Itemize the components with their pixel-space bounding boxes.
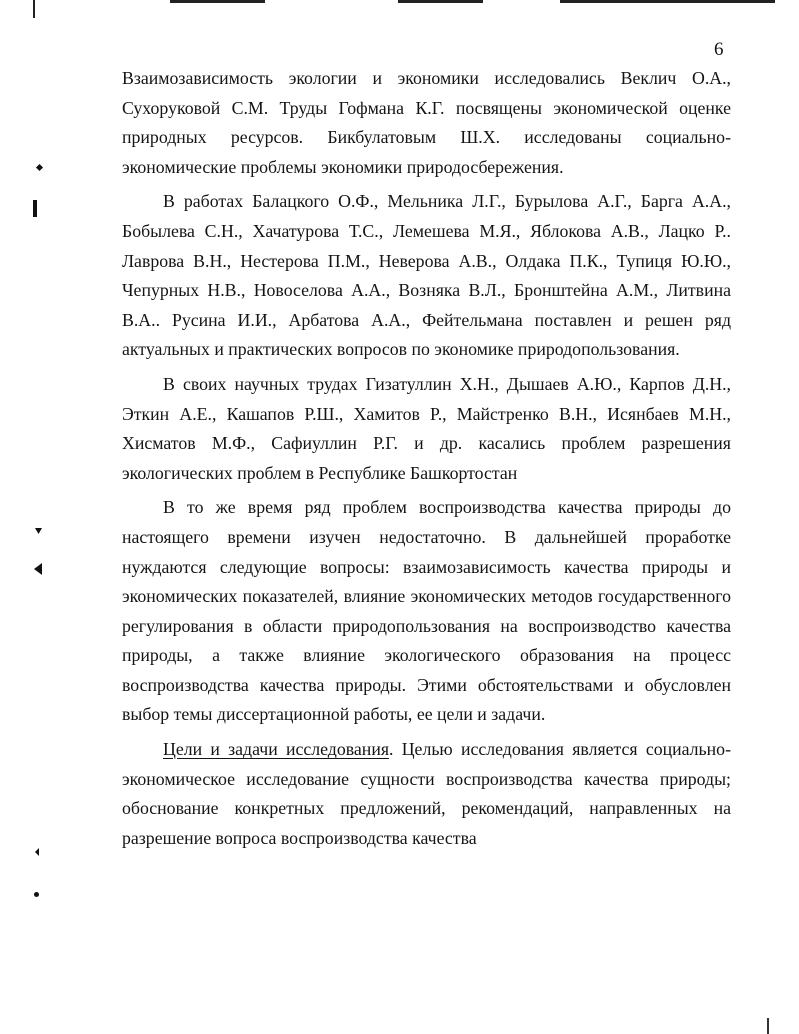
section-heading: Цели и задачи исследования	[163, 739, 390, 760]
paragraph: Взаимозависимость экологии и экономики исследовались Веклич О.А., Сухоруковой С.М. Труды Гофмана К.Г. посвящены экономической оценке природных ресурсов. Бикбулатовым Ш.Х. исследованы социально-экономические проблемы экономики природосбережения.	[122, 68, 731, 177]
paragraph-text: . Целью исследования является социально-экономическое исследование сущности воспроизводства качества природы; обоснование конкретных предложений, рекомендаций, направленных на разрешение вопроса воспроизводства качества	[122, 739, 731, 848]
scan-margin-mark	[35, 848, 39, 856]
scan-margin-mark	[33, 200, 37, 217]
paragraph: В работах Балацкого О.Ф., Мельника Л.Г., Бурылова А.Г., Барга А.А., Бобылева С.Н., Хачатурова Т.С., Лемешева М.Я., Яблокова А.В., Лацко Р.. Лаврова В.Н., Нестерова П.М., Неверова А.В., Олдака П.К., Тупиця Ю.Ю., Чепурных Н.В., Новоселова А.А., Возняка В.Л., Бронштейна А.М., Литвина В.А.. Русина И.И., Арбатова А.А., Фейтельмана поставлен и решен ряд актуальных и практических вопросов по экономике природопользования.	[122, 191, 731, 360]
scan-top-edge-line	[398, 0, 483, 3]
scan-bottom-edge-mark	[767, 1018, 769, 1034]
page-number: 6	[714, 39, 724, 60]
scan-top-edge-mark	[33, 0, 35, 18]
paragraph: В своих научных трудах Гизатуллин Х.Н., Дышаев А.Ю., Карпов Д.Н., Эткин А.Е., Кашапов Р.Ш., Хамитов Р., Майстренко В.Н., Исянбаев М.Н., Хисматов М.Ф., Сафиуллин Р.Г. и др. касались проблем разрешения экологических проблем в Республике Башкортостан	[122, 373, 731, 483]
paragraph: В то же время ряд проблем воспроизводства качества природы до настоящего времени изучен недостаточно. В дальнейшей проработке нуждаются следующие вопросы: взаимозависимость качества природы и экономических показателей, влияние экономических методов государственного регулирования в области природопользования на воспроизводство качества природы, а также влияние экологического образования на процесс воспроизводства качества природы. Этими обстоятельствами и обусловлен выбор темы диссертационной работы, ее цели и задачи.	[122, 497, 731, 725]
page-body	[122, 64, 731, 858]
scan-top-edge-line	[170, 0, 265, 3]
paragraph	[122, 735, 731, 853]
scan-margin-mark	[34, 563, 42, 575]
scan-margin-mark	[35, 528, 42, 534]
scan-top-edge-line	[560, 0, 775, 3]
scan-margin-mark	[34, 892, 39, 897]
scan-margin-mark	[36, 164, 43, 171]
